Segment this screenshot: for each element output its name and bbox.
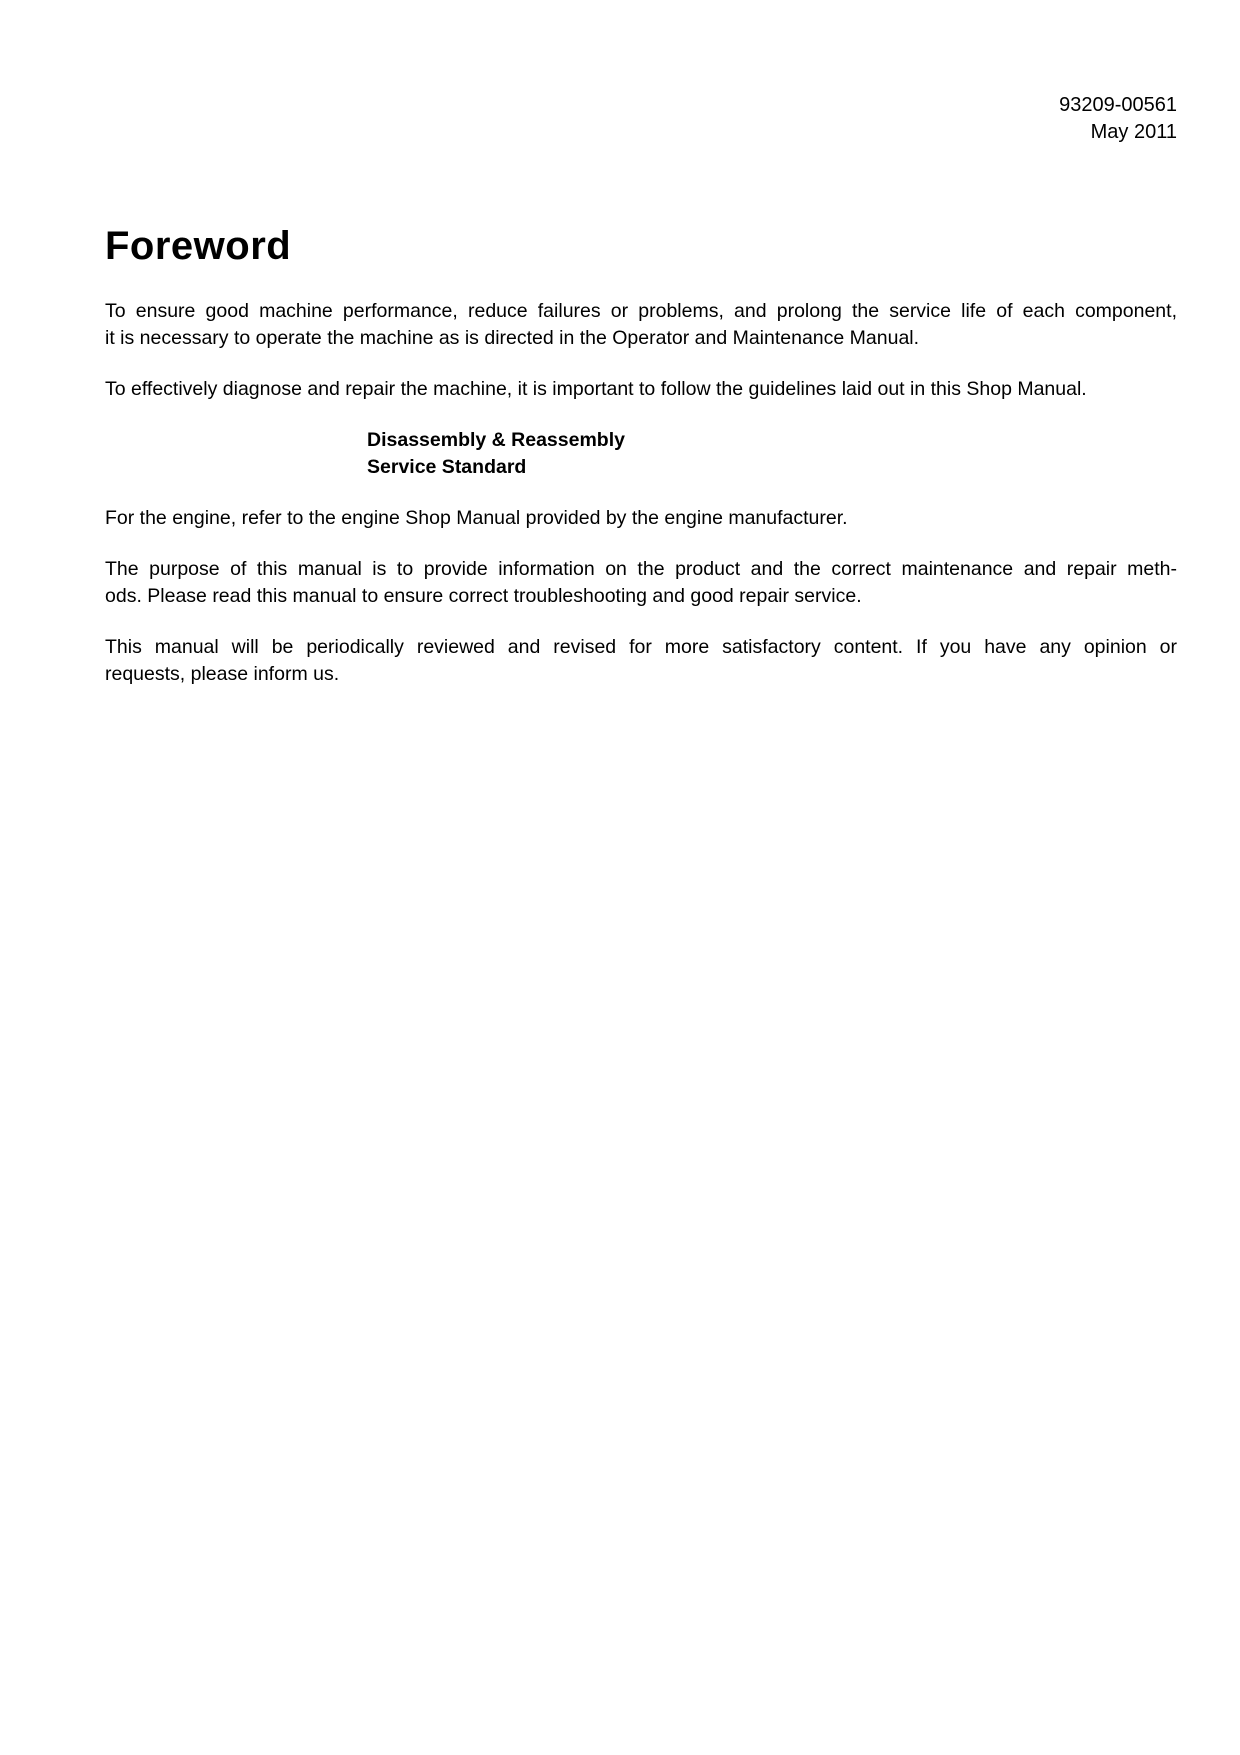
paragraph-intro-line: it is necessary to operate the machine as is directed in the Operator and Maintenance Manual. <box>105 327 920 349</box>
callout-service-standard <box>367 427 1177 481</box>
doc-number: 93209-00561 <box>1059 94 1177 116</box>
page-title: Foreword <box>105 224 292 268</box>
paragraph-intro <box>105 298 1177 352</box>
paragraph-purpose-line: ods. Please read this manual to ensure correct troubleshooting and good repair service. <box>105 585 862 607</box>
callout-line: Disassembly & Reassembly <box>367 429 625 451</box>
paragraph-purpose-line: The purpose of this manual is to provide information on the product and the correct maintenance and repair meth- <box>105 558 1177 580</box>
doc-reference-block <box>105 92 1177 146</box>
doc-date: May 2011 <box>1090 121 1177 143</box>
paragraph-revision <box>105 634 1177 688</box>
paragraph-engine-line: For the engine, refer to the engine Shop Manual provided by the engine manufacturer. <box>105 507 848 529</box>
paragraph-diagnose <box>105 376 1177 403</box>
paragraph-revision-line: requests, please inform us. <box>105 663 340 685</box>
paragraph-intro-line: To ensure good machine performance, reduce failures or problems, and prolong the service life of each component, <box>105 300 1177 322</box>
paragraph-purpose <box>105 556 1177 610</box>
paragraph-diagnose-line: To effectively diagnose and repair the machine, it is important to follow the guidelines laid out in this Shop Manual. <box>105 378 1087 400</box>
callout-line: Service Standard <box>367 456 527 478</box>
paragraph-engine <box>105 505 1177 532</box>
paragraph-revision-line: This manual will be periodically reviewed and revised for more satisfactory content. If you have any opinion or <box>105 636 1177 658</box>
